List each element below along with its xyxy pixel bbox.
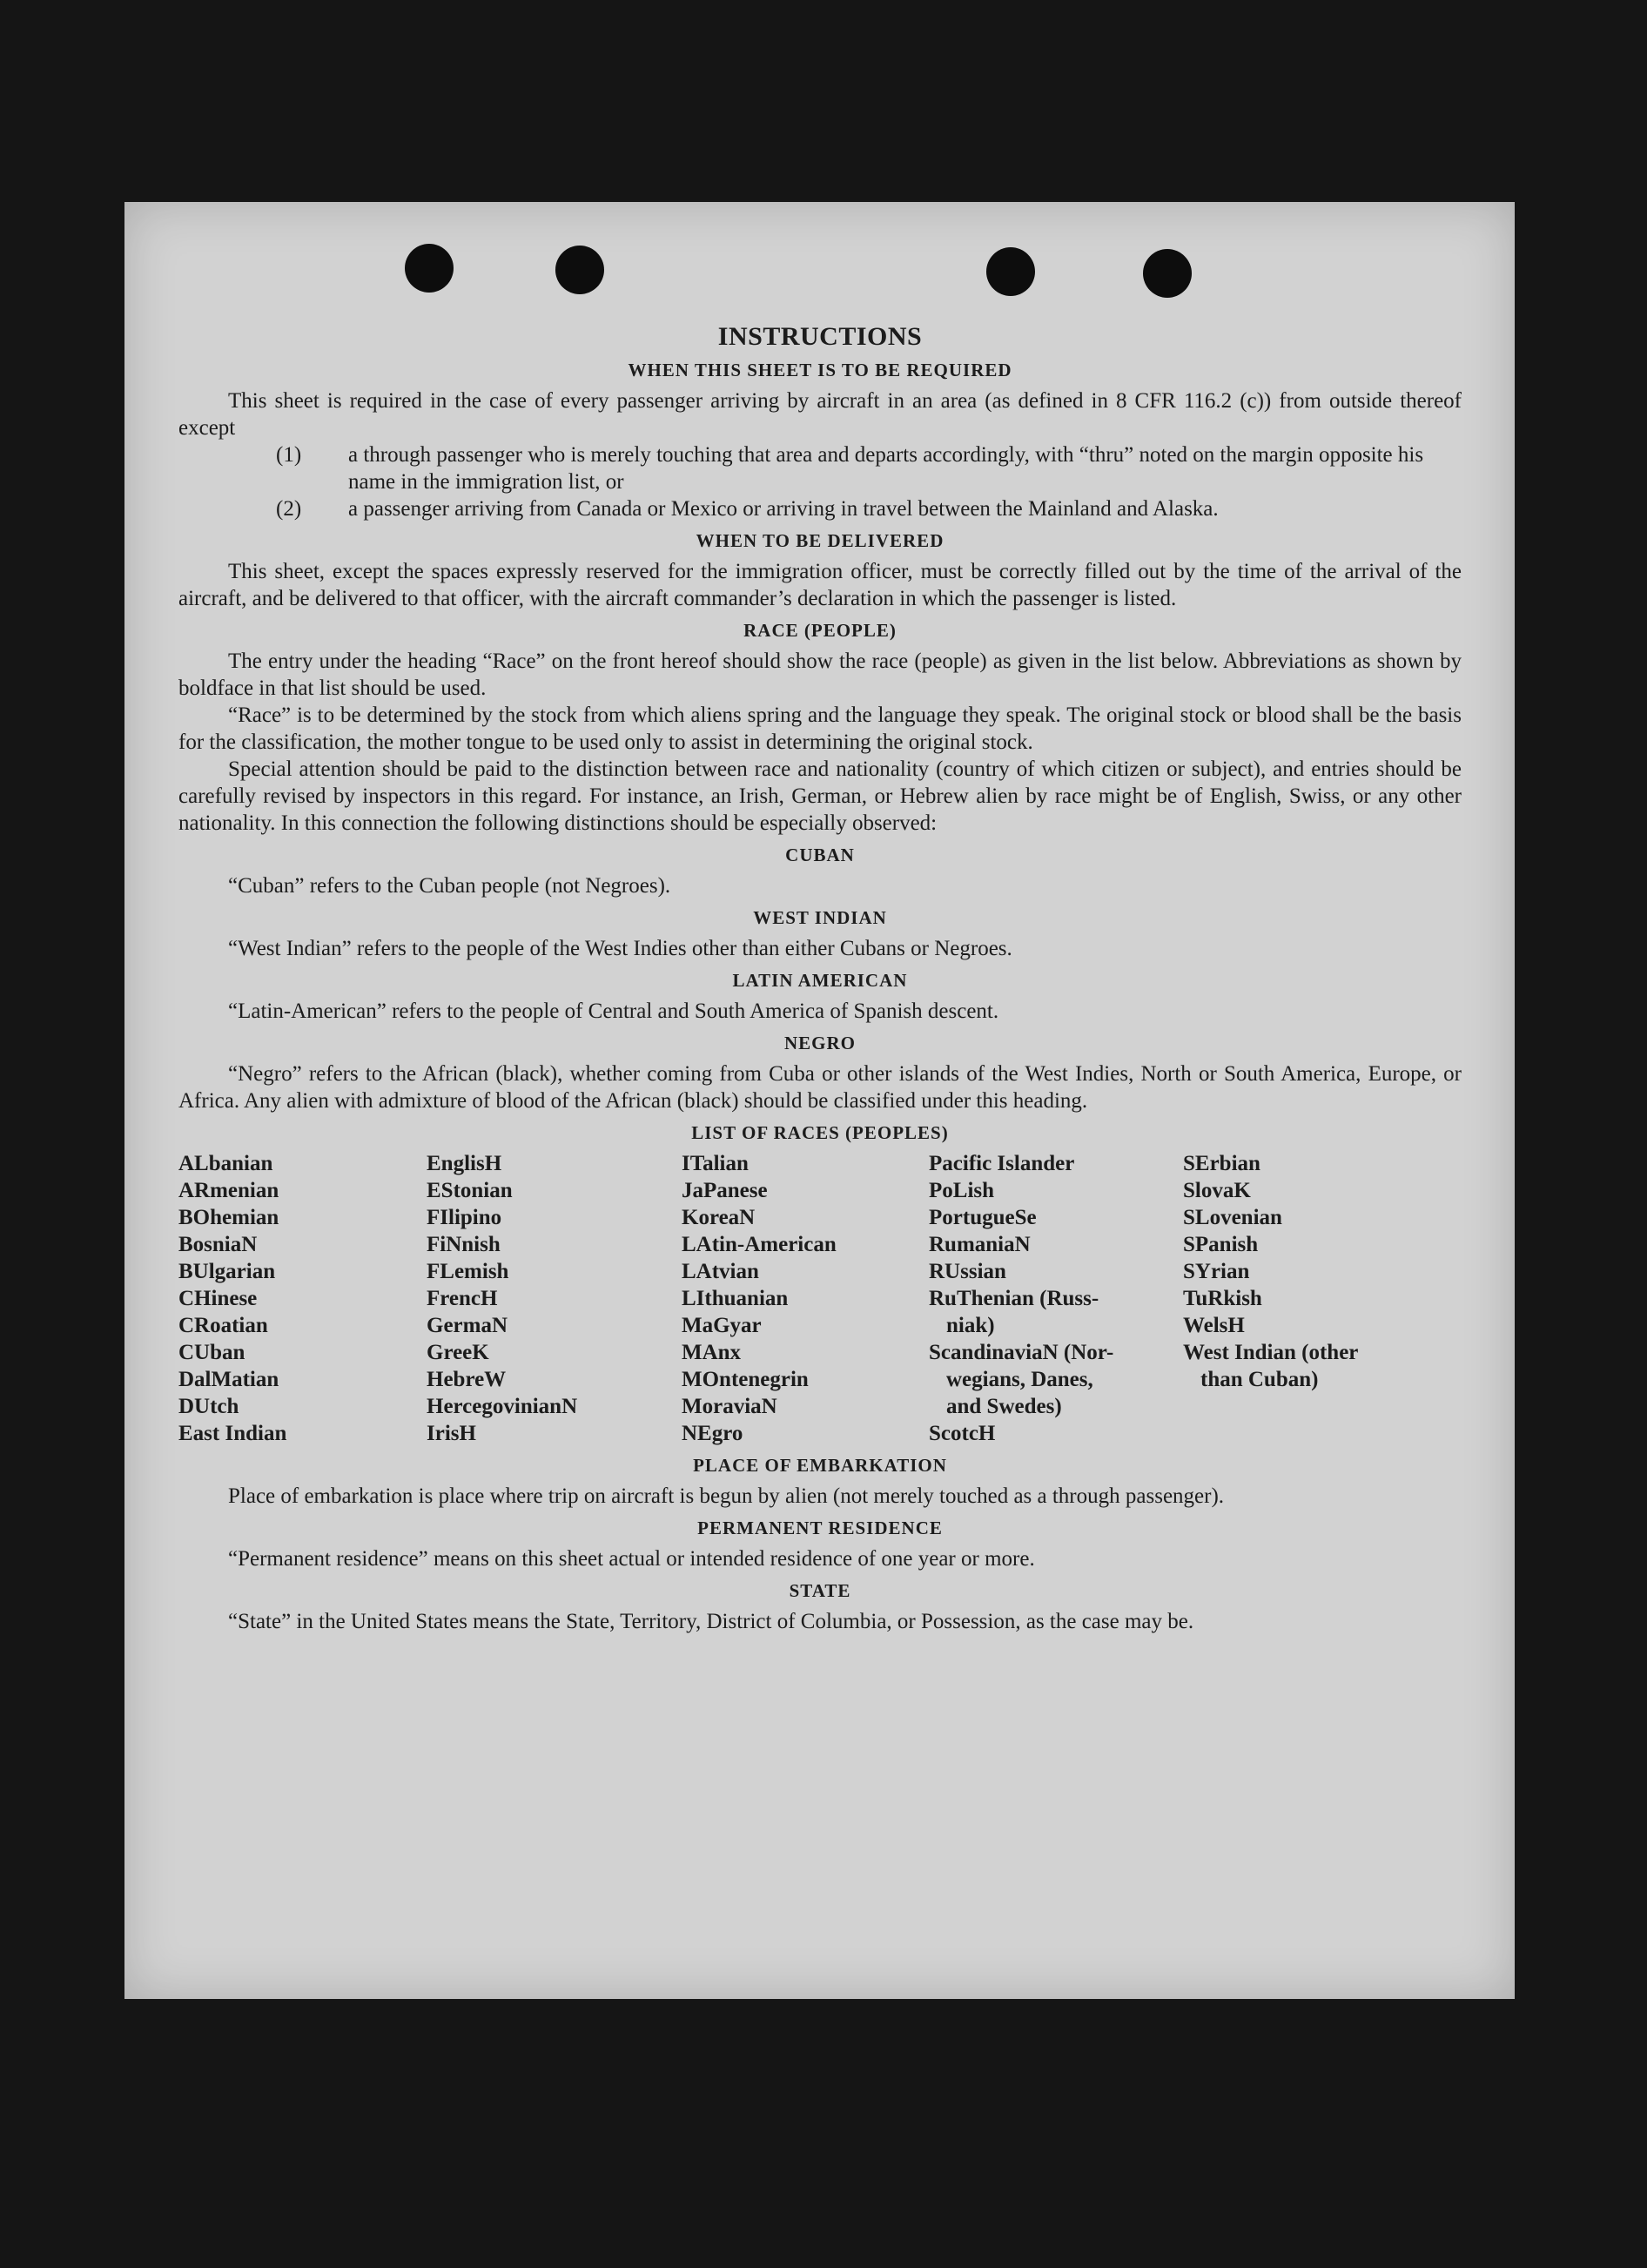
race-entry: ScotcH: [929, 1422, 996, 1445]
race-entry: HercegovinianN: [427, 1395, 578, 1418]
section-heading-list-of-races: LIST OF RACES (PEOPLES): [691, 1122, 949, 1143]
race-entry: Pacific Islander: [929, 1152, 1075, 1175]
race-entry: West Indian (other: [1183, 1341, 1359, 1364]
section-heading-state: STATE: [789, 1580, 851, 1601]
races-column-4: [929, 1150, 1183, 1447]
race-entry: SErbian: [1183, 1152, 1260, 1175]
race-entry: ScandinaviaN (Nor-: [929, 1341, 1114, 1364]
item-text: a through passenger who is merely touching that area and departs accordingly, with “thru” noted on the margin opposite his name in the immigration list, or: [348, 443, 1424, 494]
race-entry: ALbanian: [178, 1152, 273, 1175]
race-entry: PortugueSe: [929, 1206, 1037, 1229]
race-entry-continuation: niak): [946, 1314, 995, 1337]
instructions-body: [178, 322, 1462, 1635]
race-entry: PoLish: [929, 1179, 995, 1202]
race-entry: BUlgarian: [178, 1260, 276, 1283]
race-entry: CHinese: [178, 1287, 258, 1310]
race-entry: CUban: [178, 1341, 245, 1364]
race-paragraph-1: The entry under the heading “Race” on the front hereof should show the race (people) as given in the list below. Abbreviations as shown by boldface in that list should be used.: [178, 649, 1462, 700]
cuban-text: “Cuban” refers to the Cuban people (not Negroes).: [228, 874, 671, 898]
punch-hole: [405, 244, 454, 293]
races-column-3: [682, 1150, 929, 1447]
race-entry: FLemish: [427, 1260, 509, 1283]
race-entry: FiNnish: [427, 1233, 501, 1256]
state-text: “State” in the United States means the State, Territory, District of Columbia, or Possession, as the case may be.: [228, 1610, 1194, 1633]
race-paragraph-3: Special attention should be paid to the distinction between race and nationality (country of which citizen or subject), and entries should be carefully revised by inspectors in this regard. For instance, an Irish, German, or Hebrew alien by race might be of English, Swiss, or any other nationality. In this connection the following distinctions should be especially observed:: [178, 757, 1462, 835]
latin-american-text: “Latin-American” refers to the people of Central and South America of Spanish descent.: [228, 999, 999, 1023]
exception-item-1: [178, 441, 1462, 495]
item-text: a passenger arriving from Canada or Mexico or arriving in travel between the Mainland and Alaska.: [348, 497, 1219, 521]
race-entry: ITalian: [682, 1152, 749, 1175]
race-entry: LAtvian: [682, 1260, 759, 1283]
races-column-5: [1183, 1150, 1409, 1447]
section-heading-embarkation: PLACE OF EMBARKATION: [693, 1455, 947, 1476]
when-required-text: This sheet is required in the case of every passenger arriving by aircraft in an area (as defined in 8 CFR 116.2 (c)) from outside thereof except: [178, 389, 1462, 440]
race-entry: RumaniaN: [929, 1233, 1031, 1256]
document-sheet: [124, 202, 1515, 1999]
race-entry: SPanish: [1183, 1233, 1259, 1256]
race-paragraph-2: “Race” is to be determined by the stock from which aliens spring and the language they speak. The original stock or blood shall be the basis for the classification, the mother tongue to be used only to assist in determining the original stock.: [178, 703, 1462, 754]
races-column-1: [178, 1150, 427, 1447]
race-entry: HebreW: [427, 1368, 507, 1391]
race-entry: SLovenian: [1183, 1206, 1282, 1229]
section-heading-race: RACE (PEOPLE): [743, 620, 897, 641]
race-entry-continuation: and Swedes): [946, 1395, 1062, 1418]
race-entry: GreeK: [427, 1341, 489, 1364]
race-entry: MoraviaN: [682, 1395, 777, 1418]
exception-item-2: [178, 495, 1462, 522]
punch-hole: [555, 246, 604, 294]
race-entry: IrisH: [427, 1422, 476, 1445]
race-entry: RUssian: [929, 1260, 1006, 1283]
race-entry: SlovaK: [1183, 1179, 1251, 1202]
negro-text: “Negro” refers to the African (black), whether coming from Cuba or other islands of the West Indies, North or South America, Europe, or Africa. Any alien with admixture of blood of the African (black) should be classified under this heading.: [178, 1062, 1462, 1113]
race-entry: JaPanese: [682, 1179, 768, 1202]
race-entry: BOhemian: [178, 1206, 279, 1229]
race-entry: KoreaN: [682, 1206, 756, 1229]
section-heading-negro: NEGRO: [783, 1033, 856, 1053]
races-column-2: [427, 1150, 682, 1447]
race-entry: EStonian: [427, 1179, 513, 1202]
punch-hole: [986, 247, 1035, 296]
race-entry: SYrian: [1183, 1260, 1250, 1283]
race-entry: BosniaN: [178, 1233, 258, 1256]
embarkation-text: Place of embarkation is place where trip on aircraft is begun by alien (not merely touched as a through passenger).: [228, 1484, 1225, 1508]
race-entry: MaGyar: [682, 1314, 762, 1337]
race-entry: GermaN: [427, 1314, 508, 1337]
section-heading-west-indian: WEST INDIAN: [753, 907, 887, 928]
race-entry: CRoatian: [178, 1314, 268, 1337]
race-entry: NEgro: [682, 1422, 743, 1445]
race-entry-continuation: than Cuban): [1200, 1368, 1319, 1391]
race-entry: WelsH: [1183, 1314, 1245, 1337]
section-heading-permanent-residence: PERMANENT RESIDENCE: [697, 1518, 943, 1538]
race-entry: LAtin-American: [682, 1233, 837, 1256]
race-entry-continuation: wegians, Danes,: [946, 1368, 1093, 1391]
race-entry: EnglisH: [427, 1152, 502, 1175]
when-delivered-text: This sheet, except the spaces expressly reserved for the immigration officer, must be correctly filled out by the time of the arrival of the aircraft, and be delivered to that officer, with the aircraft commander’s declaration in which the passenger is listed.: [178, 560, 1462, 610]
race-entry: MAnx: [682, 1341, 742, 1364]
page-title: INSTRUCTIONS: [717, 322, 923, 351]
section-heading-cuban: CUBAN: [785, 845, 855, 865]
race-entry: MOntenegrin: [682, 1368, 809, 1391]
races-list: [178, 1150, 1462, 1447]
section-heading-when-delivered: WHEN TO BE DELIVERED: [696, 530, 945, 551]
section-heading-latin-american: LATIN AMERICAN: [732, 970, 908, 991]
race-entry: East Indian: [178, 1422, 287, 1445]
item-number: (1): [276, 443, 302, 467]
race-entry: DUtch: [178, 1395, 239, 1418]
punch-hole: [1143, 249, 1192, 298]
residence-text: “Permanent residence” means on this sheet actual or intended residence of one year or more.: [228, 1547, 1035, 1571]
race-entry: ARmenian: [178, 1179, 279, 1202]
item-number: (2): [276, 497, 302, 521]
race-entry: TuRkish: [1183, 1287, 1262, 1310]
race-entry: LIthuanian: [682, 1287, 789, 1310]
race-entry: FIlipino: [427, 1206, 502, 1229]
west-indian-text: “West Indian” refers to the people of the West Indies other than either Cubans or Negroes.: [228, 937, 1012, 960]
race-entry: DalMatian: [178, 1368, 279, 1391]
race-entry: RuThenian (Russ-: [929, 1287, 1099, 1310]
section-heading-when-required: WHEN THIS SHEET IS TO BE REQUIRED: [628, 360, 1012, 380]
race-entry: FrencH: [427, 1287, 498, 1310]
